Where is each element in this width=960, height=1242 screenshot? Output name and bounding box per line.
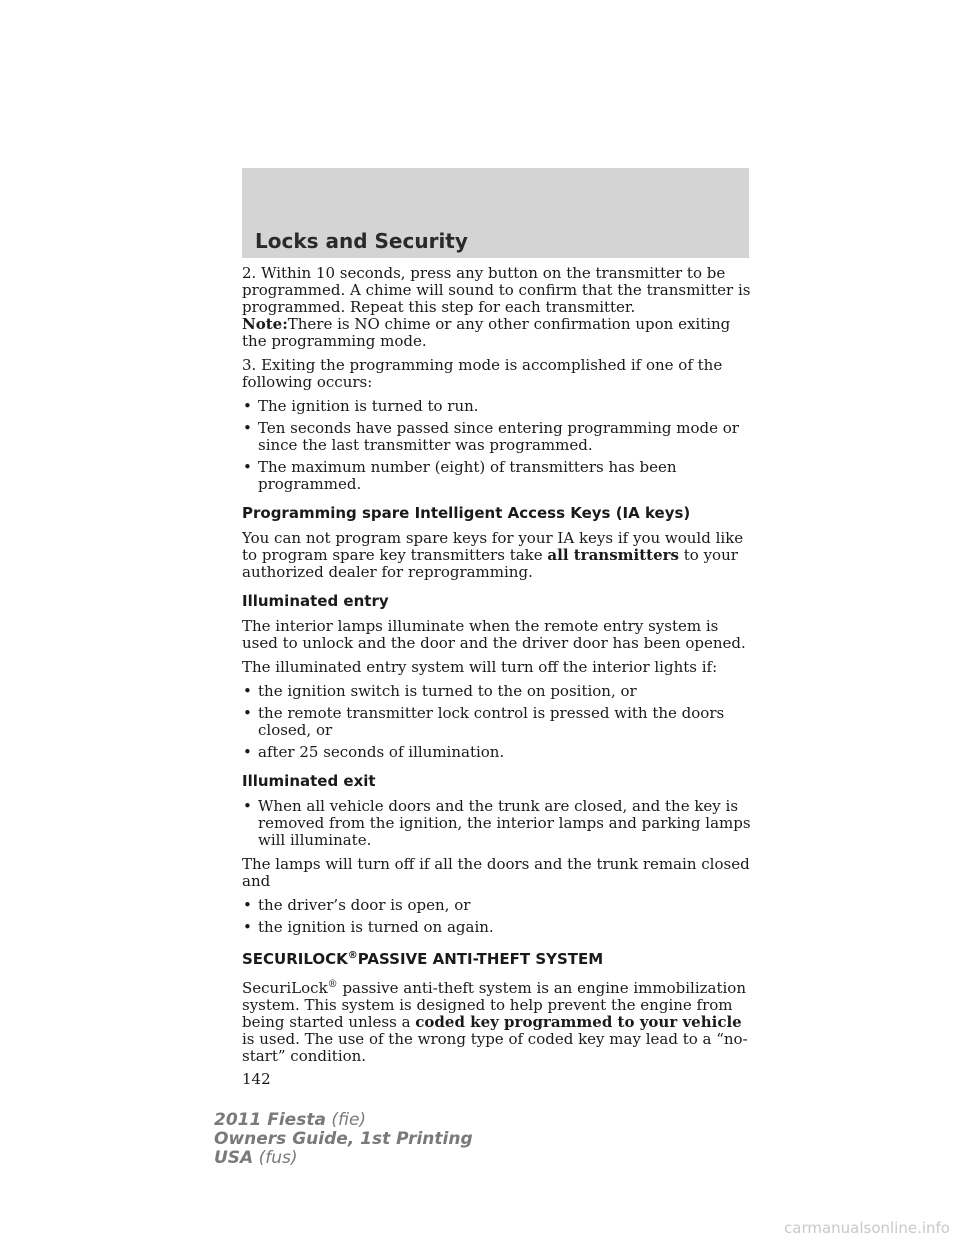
list-item xyxy=(242,919,752,936)
securilock-text-2: is used. The use of the wrong type of coded key may lead to a “no-start” condition. xyxy=(242,1030,748,1065)
spare-keys-emphasis: all transmitters xyxy=(547,546,679,564)
list-item-text: the ignition is turned on again. xyxy=(258,918,494,936)
document-footer xyxy=(214,1111,473,1168)
illuminated-entry-paragraph-2: The illuminated entry system will turn off the interior lights if: xyxy=(242,658,718,676)
list-item xyxy=(242,459,752,493)
bullet-icon: • xyxy=(243,797,252,815)
list-item xyxy=(242,420,752,454)
illuminated-exit-list-2 xyxy=(242,897,752,936)
note-paragraph xyxy=(242,316,752,350)
illuminated-entry-heading: Illuminated entry xyxy=(242,592,389,610)
list-item-text: the driver’s door is open, or xyxy=(258,896,471,914)
list-item xyxy=(242,798,752,849)
footer-model-code: (fie) xyxy=(325,1110,367,1130)
illuminated-exit-heading: Illuminated exit xyxy=(242,772,376,790)
list-item xyxy=(242,398,752,415)
footer-region-code: (fus) xyxy=(253,1148,298,1168)
watermark: carmanualsonline.info xyxy=(784,1219,950,1237)
footer-line-1 xyxy=(214,1111,473,1130)
list-item-text: the ignition switch is turned to the on position, or xyxy=(258,682,637,700)
list-item-text: Ten seconds have passed since entering programming mode or since the last transmitter was programmed. xyxy=(258,419,739,454)
securilock-name: SecuriLock xyxy=(242,979,328,997)
exit-conditions-list xyxy=(242,398,752,493)
securilock-emphasis: coded key programmed to your vehicle xyxy=(415,1013,742,1031)
list-item xyxy=(242,705,752,739)
bullet-icon: • xyxy=(243,397,252,415)
securilock-heading-rest: PASSIVE ANTI-THEFT SYSTEM xyxy=(357,950,604,968)
spare-keys-heading: Programming spare Intelligent Access Keys (IA keys) xyxy=(242,504,691,522)
spare-keys-text-before: You can not program spare keys for your IA keys if you would like to program spare key transmitters take xyxy=(242,529,744,564)
illuminated-exit-paragraph: The lamps will turn off if all the doors and the trunk remain closed and xyxy=(242,855,750,890)
illuminated-exit-list-1 xyxy=(242,798,752,849)
bullet-icon: • xyxy=(243,682,252,700)
list-item xyxy=(242,744,752,761)
spare-keys-text-after: to your authorized dealer for reprogramming. xyxy=(242,546,738,581)
registered-mark-icon: ® xyxy=(347,950,358,961)
bullet-icon: • xyxy=(243,419,252,437)
section-title: Locks and Security xyxy=(255,229,468,253)
footer-line-3 xyxy=(214,1149,473,1168)
list-item xyxy=(242,683,752,700)
bullet-icon: • xyxy=(243,896,252,914)
page-number: 142 xyxy=(242,1070,271,1088)
securilock-heading xyxy=(242,947,752,968)
illuminated-entry-list xyxy=(242,683,752,761)
note-label: Note: xyxy=(242,315,288,333)
footer-line-2: Owners Guide, 1st Printing xyxy=(214,1129,473,1149)
list-item-text: The maximum number (eight) of transmitters has been programmed. xyxy=(258,458,677,493)
spare-keys-paragraph xyxy=(242,530,752,581)
illuminated-entry-paragraph-1: The interior lamps illuminate when the remote entry system is used to unlock and the door and the driver door has been opened. xyxy=(242,617,746,652)
registered-mark-icon: ® xyxy=(327,979,338,990)
list-item-text: the remote transmitter lock control is pressed with the doors closed, or xyxy=(258,704,725,739)
page-content xyxy=(242,265,752,1088)
list-item-text: When all vehicle doors and the trunk are closed, and the key is removed from the ignition, the interior lamps and parking lamps will illuminate. xyxy=(258,797,751,849)
securilock-paragraph xyxy=(242,976,752,1065)
bullet-icon: • xyxy=(243,704,252,722)
list-item-text: The ignition is turned to run. xyxy=(258,397,479,415)
bullet-icon: • xyxy=(243,458,252,476)
step-2-paragraph: 2. Within 10 seconds, press any button on the transmitter to be programmed. A chime will sound to confirm that the transmitter is programmed. Repeat this step for each transmitter. xyxy=(242,264,751,316)
securilock-heading-main: SECURILOCK xyxy=(242,950,348,968)
step-3-paragraph: 3. Exiting the programming mode is accomplished if one of the following occurs: xyxy=(242,356,723,391)
footer-model: 2011 Fiesta xyxy=(214,1110,326,1130)
securilock-text-1: passive anti-theft system is an engine immobilization system. This system is designed to help prevent the engine from being started unless a xyxy=(242,979,746,1031)
bullet-icon: • xyxy=(243,918,252,936)
list-item xyxy=(242,897,752,914)
list-item-text: after 25 seconds of illumination. xyxy=(258,743,505,761)
note-text: There is NO chime or any other confirmation upon exiting the programming mode. xyxy=(242,315,731,350)
bullet-icon: • xyxy=(243,743,252,761)
footer-region: USA xyxy=(214,1148,254,1168)
